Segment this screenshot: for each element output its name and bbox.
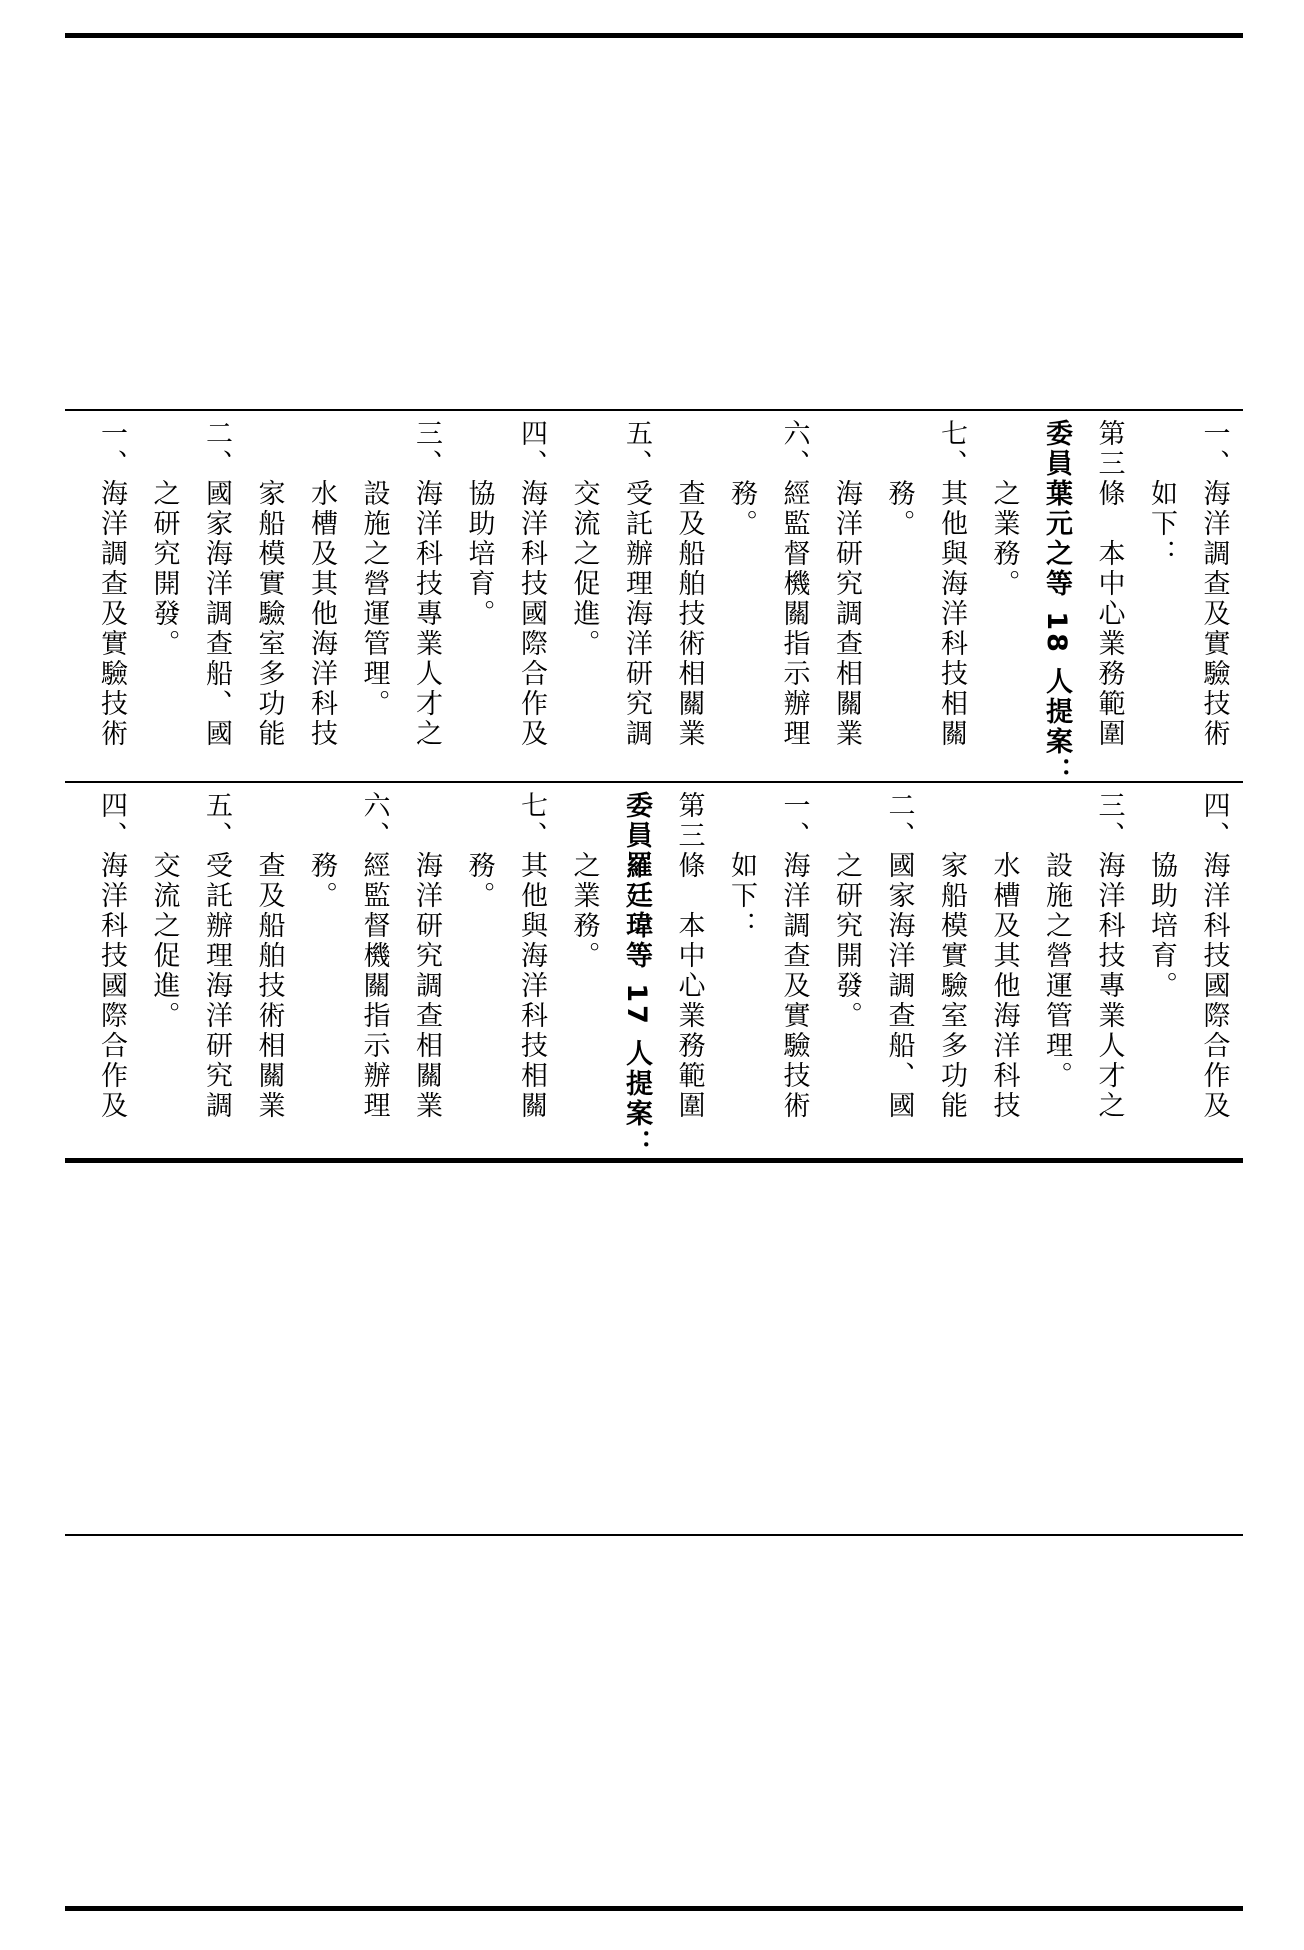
text-line: 七、其他與海洋科技相關	[516, 791, 547, 1121]
text-line: 設施之營運管理。	[358, 479, 390, 719]
text-line: 海洋研究調查相關業	[411, 851, 442, 1121]
text-line: 交流之促進。	[568, 479, 600, 659]
text-line: 四、海洋科技國際合作及	[516, 419, 547, 749]
text-line: 三、海洋科技專業人才之	[411, 419, 442, 749]
text-line: 第三條 本中心業務範圍	[673, 791, 705, 1121]
text-line: 六、經監督機關指示辦理	[778, 419, 810, 749]
text-line: 交流之促進。	[148, 851, 180, 1031]
text-line: 如下：	[1146, 479, 1177, 569]
text-line: 務。	[883, 479, 915, 539]
text-line: 一、海洋調查及實驗技術	[1198, 419, 1230, 749]
text-line: 五、受託辦理海洋研究調	[201, 791, 232, 1121]
text-line: 如下：	[726, 851, 757, 941]
text-line: 水槽及其他海洋科技	[306, 479, 337, 749]
text-line: 一、海洋調查及實驗技術	[96, 419, 127, 749]
text-line: 查及船舶技術相關業	[253, 851, 285, 1121]
text-line: 三、海洋科技專業人才之	[1093, 791, 1125, 1121]
text-cell-upper	[65, 411, 1243, 788]
text-line: 四、海洋科技國際合作及	[96, 791, 127, 1121]
text-line: 二、國家海洋調查船、國	[201, 419, 232, 749]
text-line: 協助培育。	[463, 479, 495, 629]
proposal-heading: 委員葉元之等 18 人提案：	[1041, 419, 1072, 788]
top-border	[65, 33, 1243, 38]
text-line: 家船模實驗室多功能	[936, 851, 967, 1121]
bottom-border	[65, 1906, 1243, 1911]
text-line: 五、受託辦理海洋研究調	[621, 419, 652, 749]
text-line: 之業務。	[988, 479, 1020, 599]
text-line: 二、國家海洋調查船、國	[883, 791, 915, 1121]
text-line: 六、經監督機關指示辦理	[358, 791, 390, 1121]
proposal-heading: 委員羅廷瑋等 17 人提案：	[621, 791, 652, 1160]
text-line: 務。	[726, 479, 757, 539]
text-cell-lower	[65, 783, 1243, 1158]
text-line: 協助培育。	[1146, 851, 1177, 1001]
text-line: 務。	[463, 851, 495, 911]
text-line: 務。	[306, 851, 337, 911]
text-line: 海洋研究調查相關業	[831, 479, 862, 749]
row-divider-4	[65, 1534, 1243, 1536]
text-line: 之研究開發。	[831, 851, 862, 1031]
text-line: 七、其他與海洋科技相關	[936, 419, 967, 749]
text-line: 設施之營運管理。	[1041, 851, 1072, 1091]
text-line: 一、海洋調查及實驗技術	[778, 791, 810, 1121]
text-line: 之業務。	[568, 851, 600, 971]
text-line: 四、海洋科技國際合作及	[1198, 791, 1230, 1121]
text-line: 查及船舶技術相關業	[673, 479, 705, 749]
text-line: 家船模實驗室多功能	[253, 479, 285, 749]
text-line: 第三條 本中心業務範圍	[1093, 419, 1125, 749]
text-line: 水槽及其他海洋科技	[988, 851, 1020, 1121]
text-line: 之研究開發。	[148, 479, 180, 659]
